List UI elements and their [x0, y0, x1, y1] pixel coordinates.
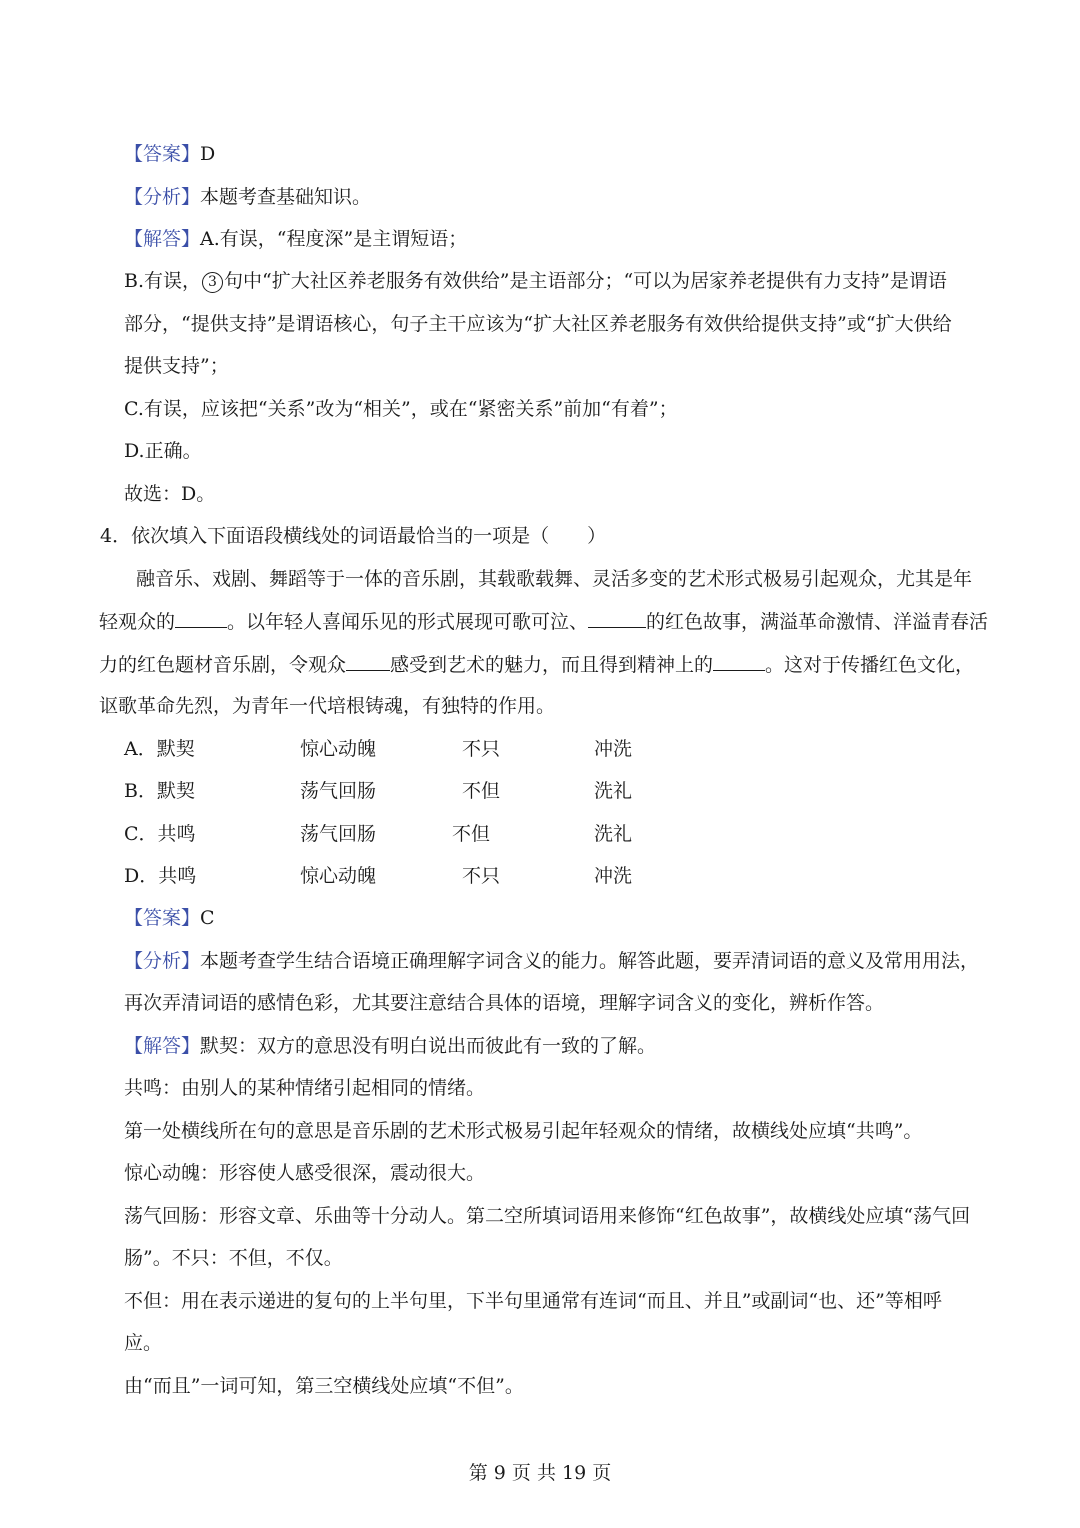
passage-text: 轻观众的 — [99, 611, 176, 633]
answer-value: C — [200, 907, 215, 929]
solution-a: A.有误，“程度深”是主谓短语； — [200, 228, 468, 250]
q3-solution-c-line: C.有误，应该把“关系”改为“相关”，或在“紧密关系”前加“有着”； — [124, 398, 678, 420]
q4-passage-line3 — [99, 652, 974, 677]
q4-analysis-line2: 再次弄清词语的感情色彩，尤其要注意结合具体的语境，理解字词含义的变化，辨析作答。 — [124, 992, 885, 1014]
option-word-2: 惊心动魄 — [300, 738, 377, 760]
q3-answer-line — [124, 142, 215, 166]
q4-solution-line8: 应。 — [124, 1332, 163, 1354]
fill-blank-1 — [175, 609, 227, 628]
option-word-4: 洗礼 — [594, 823, 633, 845]
solution-tag: 【解答】 — [124, 1035, 201, 1057]
analysis-tag: 【分析】 — [124, 186, 201, 208]
passage-text: 感受到艺术的魅力，而且得到精神上的 — [390, 654, 714, 676]
option-word-3: 不只 — [462, 865, 501, 887]
q3-solution-line — [124, 227, 467, 251]
q4-solution-line2: 共鸣：由别人的某种情绪引起相同的情绪。 — [124, 1077, 486, 1099]
q3-solution-b-line3: 提供支持”； — [124, 355, 229, 377]
answer-value: D — [200, 143, 216, 165]
fill-blank-4 — [713, 652, 765, 671]
q4-answer-line — [124, 906, 215, 930]
solution-b-pre: B.有误， — [124, 270, 202, 292]
passage-text: 的红色故事，满溢革命激情、洋溢青春活 — [646, 611, 989, 633]
solution-text: 默契：双方的意思没有明白说出而彼此有一致的了解。 — [200, 1035, 657, 1057]
solution-b-post: 句中“扩大社区养老服务有效供给”是主语部分；“可以为居家养老提供有力支持”是谓语 — [224, 270, 947, 292]
answer-tag: 【答案】 — [124, 143, 201, 165]
passage-text: 。这对于传播红色文化， — [765, 654, 975, 676]
q4-solution-line4: 惊心动魄：形容使人感受很深，震动很大。 — [124, 1162, 486, 1184]
analysis-text: 本题考查基础知识。 — [200, 186, 372, 208]
fill-blank-3 — [346, 652, 390, 671]
passage-text: 力的红色题材音乐剧，令观众 — [99, 654, 347, 676]
fill-blank-2 — [588, 609, 646, 628]
q4-passage-line2 — [99, 609, 988, 634]
passage-text: 。以年轻人喜闻乐见的形式展现可歌可泣、 — [227, 611, 589, 633]
q4-analysis-line1 — [124, 949, 979, 973]
q4-solution-line6: 肠”。不只：不但，不仅。 — [124, 1247, 343, 1269]
option-word-4: 洗礼 — [594, 780, 633, 802]
q4-solution-line7: 不但：用在表示递进的复句的上半句里，下半句里通常有连词“而且、并且”或副词“也、还”等相呼 — [124, 1290, 942, 1312]
option-word-3: 不只 — [462, 738, 501, 760]
q4-solution-line1 — [124, 1034, 656, 1058]
q4-passage-line4: 讴歌革命先烈，为青年一代培根铸魂，有独特的作用。 — [99, 695, 556, 717]
option-label: D．共鸣 — [124, 865, 197, 887]
q4-solution-line9: 由“而且”一词可知，第三空横线处应填“不但”。 — [124, 1375, 524, 1397]
q4-solution-line5: 荡气回肠：形容文章、乐曲等十分动人。第二空所填词语用来修饰“红色故事”，故横线处应填“荡气回 — [124, 1205, 971, 1227]
q4-stem: 4．依次填入下面语段横线处的词语最恰当的一项是（ ） — [100, 525, 607, 547]
answer-tag: 【答案】 — [124, 907, 201, 929]
option-word-4: 冲洗 — [594, 865, 633, 887]
q3-conclusion-line: 故选：D。 — [124, 483, 216, 505]
q3-solution-b-line1 — [124, 269, 947, 293]
q4-passage-line1: 融音乐、戏剧、舞蹈等于一体的音乐剧，其载歌载舞、灵活多变的艺术形式极易引起观众，尤其是年 — [136, 568, 973, 590]
option-label: C．共鸣 — [124, 823, 196, 845]
option-label: B．默契 — [124, 780, 195, 802]
analysis-text: 本题考查学生结合语境正确理解字词含义的能力。解答此题，要弄清词语的意义及常用用法， — [200, 950, 980, 972]
option-word-3: 不但 — [452, 823, 491, 845]
q3-solution-b-line2: 部分，“提供支持”是谓语核心，句子主干应该为“扩大社区养老服务有效供给提供支持”或“扩大供给 — [124, 313, 952, 335]
option-label: A．默契 — [124, 738, 195, 760]
q3-analysis-line — [124, 185, 371, 209]
page-footer: 第 9 页 共 19 页 — [468, 1462, 612, 1484]
solution-tag: 【解答】 — [124, 228, 201, 250]
option-word-2: 荡气回肠 — [300, 780, 377, 802]
circled-number: 3 — [202, 272, 223, 293]
option-word-2: 惊心动魄 — [300, 865, 377, 887]
analysis-tag: 【分析】 — [124, 950, 201, 972]
q3-solution-d-line: D.正确。 — [124, 440, 202, 462]
option-word-2: 荡气回肠 — [300, 823, 377, 845]
option-word-3: 不但 — [462, 780, 501, 802]
q4-solution-line3: 第一处横线所在句的意思是音乐剧的艺术形式极易引起年轻观众的情绪，故横线处应填“共鸣”。 — [124, 1120, 923, 1142]
option-word-4: 冲洗 — [594, 738, 633, 760]
